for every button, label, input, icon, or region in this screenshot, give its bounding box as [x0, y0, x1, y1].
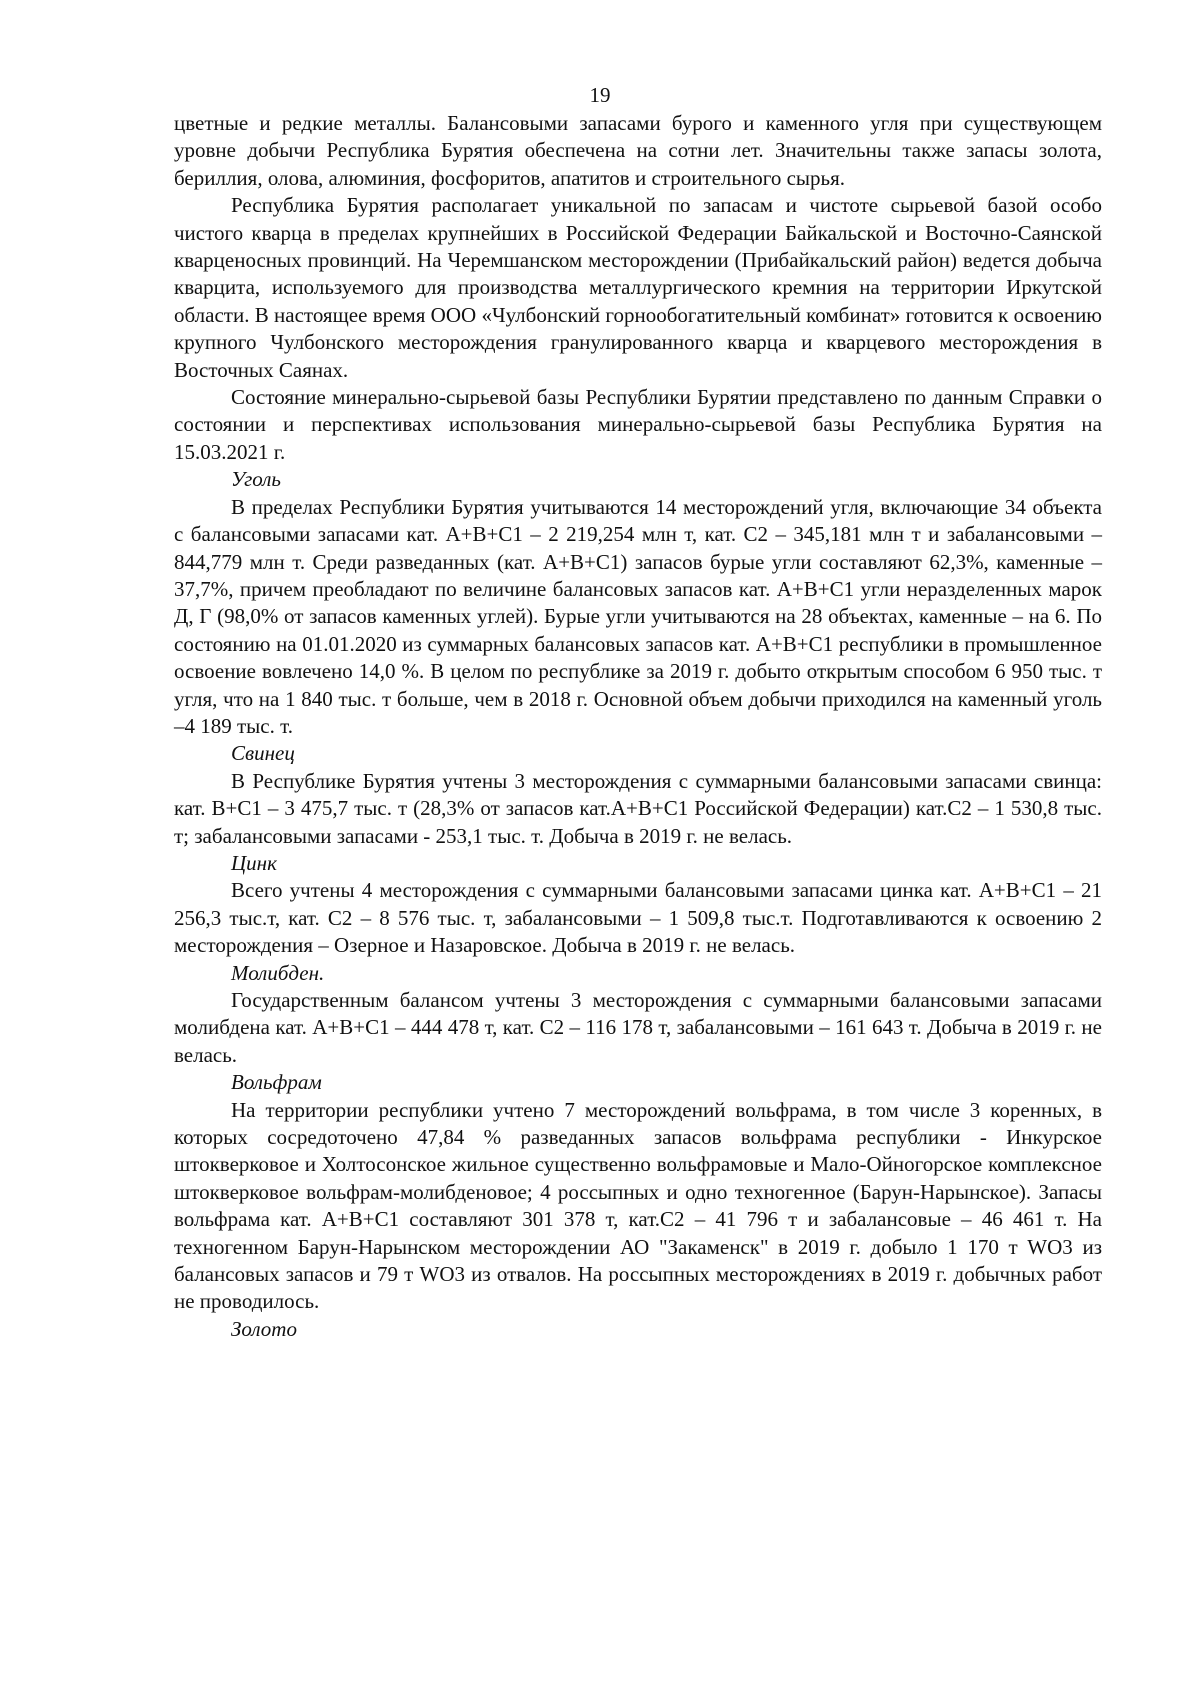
section-heading-zinc: Цинк — [231, 850, 277, 875]
document-body — [174, 110, 1102, 1343]
section-heading-tungsten: Вольфрам — [231, 1070, 322, 1095]
page-number: 19 — [589, 83, 611, 107]
paragraph-mineral-base: Состояние минерально-сырьевой базы Республики Бурятии представлено по данным Справки о состоянии и перспективах использования минерально-сырьевой базы Республика Бурятия на 15.03.2021 г. — [174, 385, 1102, 464]
section-heading-molybdenum: Молибден. — [231, 960, 325, 985]
paragraph-tungsten: На территории республики учтено 7 месторождений вольфрама, в том числе 3 коренных, в которых сосредоточено 47,84 % разведанных запасов вольфрама республики - Инкурское штокверковое и Холтосонское жильное существенно вольфрамовые и Мало-Ойногорское комплексное штокверковое вольфрам-молибденовое; 4 россыпных и одно техногенное (Барун-Нарынское). Запасы вольфрама кат. А+В+С1 составляют 301 378 т, кат.С2 – 41 796 т и забалансовые – 46 461 т. На техногенном Барун-Нарынском месторождении АО "Закаменск" в 2019 г. добыло 1 170 т WO3 из балансовых запасов и 79 т WO3 из отвалов. На россыпных месторождениях в 2019 г. добычных работ не проводилось. — [174, 1097, 1102, 1314]
paragraph-molybdenum: Государственным балансом учтены 3 месторождения с суммарными балансовыми запасами молибдена кат. А+В+С1 – 444 478 т, кат. С2 – 116 178 т, забалансовыми – 161 643 т. Добыча в 2019 г. не велась. — [174, 988, 1102, 1067]
paragraph-quartz: Республика Бурятия располагает уникальной по запасам и чистоте сырьевой базой особо чистого кварца в пределах крупнейших в Российской Федерации Байкальской и Восточно-Саянской кварценосных провинций. На Черемшанском месторождении (Прибайкальский район) ведется добыча кварцита, используемого для производства металлургического кремния на территории Иркутской области. В настоящее время ООО «Чулбонский горнообогатительный комбинат» готовится к освоению крупного Чулбонского месторождения гранулированного кварца и кварцевого месторождения в Восточных Саянах. — [174, 193, 1102, 382]
section-heading-coal: Уголь — [231, 467, 281, 492]
section-heading-lead: Свинец — [231, 741, 295, 766]
paragraph-lead: В Республике Бурятия учтены 3 месторождения с суммарными балансовыми запасами свинца: кат. В+С1 – 3 475,7 тыс. т (28,3% от запасов кат.А+В+С1 Российской Федерации) кат.С2 – 1 530,8 тыс. т; забалансовыми запасами - 253,1 тыс. т. Добыча в 2019 г. не велась. — [174, 768, 1102, 848]
paragraph-intro-continuation: цветные и редкие металлы. Балансовыми запасами бурого и каменного угля при существующем уровне добычи Республика Бурятия обеспечена на сотни лет. Значительны также запасы золота, бериллия, олова, алюминия, фосфоритов, апатитов и строительного сырья. — [174, 111, 1102, 190]
section-heading-gold: Золото — [231, 1316, 297, 1341]
paragraph-zinc: Всего учтены 4 месторождения с суммарными балансовыми запасами цинка кат. А+В+С1 – 21 256,3 тыс.т, кат. С2 – 8 576 тыс. т, забалансовыми – 1 509,8 тыс.т. Подготавливаются к освоению 2 месторождения – Озерное и Назаровское. Добыча в 2019 г. не велась. — [174, 878, 1102, 958]
paragraph-coal: В пределах Республики Бурятия учитываются 14 месторождений угля, включающие 34 объекта с балансовыми запасами кат. А+В+С1 – 2 219,254 млн т, кат. С2 – 345,181 млн т и забалансовыми – 844,779 млн т. Среди разведанных (кат. А+В+С1) запасов бурые угли составляют 62,3%, каменные – 37,7%, причем преобладают по величине балансовых запасов кат. А+В+С1 угли неразделенных марок Д, Г (98,0% от запасов каменных углей). Бурые угли учитываются на 28 объектах, каменные – на 6. По состоянию на 01.01.2020 из суммарных балансовых запасов кат. А+В+С1 республики в промышленное освоение вовлечено 14,0 %. В целом по республике за 2019 г. добыто открытым способом 6 950 тыс. т угля, что на 1 840 тыс. т больше, чем в 2018 г. Основной объем добычи приходился на каменный уголь –4 189 тыс. т. — [174, 494, 1102, 738]
